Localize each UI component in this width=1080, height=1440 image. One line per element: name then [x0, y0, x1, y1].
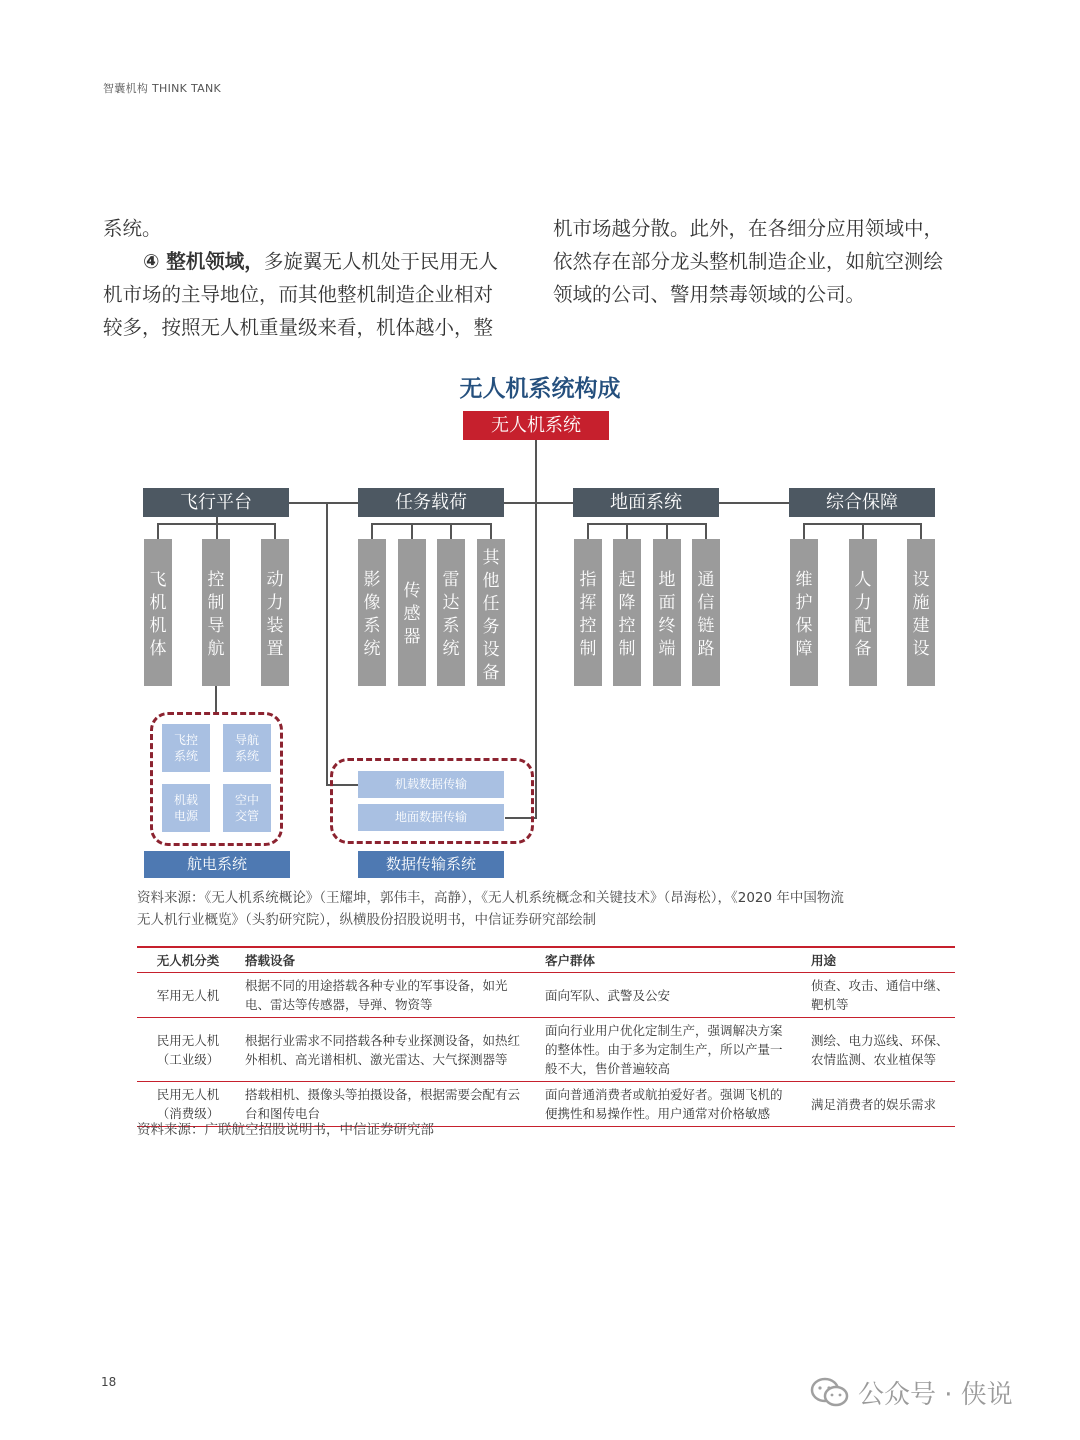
body-line: 领域的公司、警用禁毒领域的公司。 — [553, 283, 866, 306]
bracket-tick — [920, 523, 922, 539]
category-ground-system: 地面系统 — [573, 488, 719, 517]
table-cell — [239, 973, 539, 1018]
item-bar: 人 力 配 备 — [849, 539, 877, 686]
body-right-column — [553, 212, 983, 311]
ground-bracket — [587, 523, 707, 525]
body-line: 机市场越分散。此外，在各细分应用领域中， — [553, 217, 944, 240]
table-header: 无人机分类 — [137, 947, 239, 973]
category-flight-platform: 飞行平台 — [143, 488, 289, 517]
item-bar: 动 力 装 置 — [261, 539, 289, 686]
table-cell — [137, 973, 239, 1018]
para-marker: ④ 整机领域， — [143, 250, 264, 273]
item-bar: 飞 机 机 体 — [144, 539, 172, 686]
item-bar: 起 降 控 制 — [613, 539, 641, 686]
cell-line: 面向行业用户优化定制生产，强调解决方案 — [545, 1023, 783, 1038]
table-header: 用途 — [805, 947, 955, 973]
item-bar: 传 感 器 — [398, 539, 426, 686]
watermark — [810, 1374, 1013, 1411]
body-paragraph — [103, 245, 531, 278]
uav-classification-table — [137, 946, 955, 1127]
cell-line: 根据行业需求不同搭载各种专业探测设备，如热红 — [245, 1032, 521, 1048]
avionics-item: 空中 交管 — [223, 784, 271, 832]
cell-line: 的整体性。由于多为定制生产，所以产量一 — [545, 1042, 783, 1057]
cell-line: 面向普通消费者或航拍爱好者。强调飞机的 — [545, 1087, 783, 1102]
payload-bracket — [371, 523, 491, 525]
control-nav-line — [215, 686, 217, 712]
cell-line: 民用无人机 — [156, 1087, 220, 1102]
avionics-item: 机载 电源 — [162, 784, 210, 832]
table-cell — [805, 973, 955, 1018]
source-line: 资料来源：《无人机系统概论》（王耀坤，郭伟丰，高静），《无人机系统概念和关键技术》（昂海松），《2020 年中国物流 — [137, 890, 844, 906]
cell-line: 电、雷达等传感器，导弹、物资等 — [245, 997, 433, 1012]
table-header: 客户群体 — [539, 947, 805, 973]
item-bar: 设 施 建 设 — [907, 539, 935, 686]
cell-line: 侦查、攻击、通信中继、 — [811, 978, 949, 993]
diagram-title: 无人机系统构成 — [459, 376, 621, 402]
body-line: 机市场的主导地位，而其他整机制造企业相对 — [103, 283, 494, 306]
item-bar: 维 护 保 障 — [790, 539, 818, 686]
cell-line: 民用无人机 — [156, 1032, 220, 1048]
wechat-icon — [810, 1377, 850, 1409]
bracket-tick — [490, 523, 492, 539]
cell-line: 农情监测、农业植保等 — [811, 1051, 937, 1067]
table-header-row — [137, 947, 955, 973]
category-support: 综合保障 — [789, 488, 935, 517]
table-cell — [539, 973, 805, 1018]
avionics-item: 飞控 系统 — [162, 724, 210, 772]
bracket-tick — [626, 523, 628, 539]
datalink-label: 数据传输系统 — [358, 851, 504, 878]
bracket-tick — [705, 523, 707, 539]
table-row — [137, 973, 955, 1018]
table-source: 资料来源：广联航空招股说明书，中信证券研究部 — [137, 1122, 434, 1138]
cell-line: 测绘、电力巡线、环保、 — [811, 1032, 949, 1048]
bracket-tick — [157, 523, 159, 539]
cell-line: 便携性和易操作性。用户通常对价格敏感 — [545, 1106, 771, 1121]
table-cell — [805, 1018, 955, 1082]
bracket-tick — [862, 523, 864, 539]
item-bar: 雷 达 系 统 — [437, 539, 465, 686]
datalink-item: 地面数据传输 — [358, 804, 504, 831]
bracket-tick — [666, 523, 668, 539]
item-bar: 控 制 导 航 — [202, 539, 230, 686]
table-header: 搭载设备 — [239, 947, 539, 973]
cell-line: 根据不同的用途搭载各种专业的军事设备，如光 — [245, 978, 508, 993]
table-row — [137, 1018, 955, 1082]
body-line: 系统。 — [103, 217, 162, 240]
table-cell — [539, 1018, 805, 1082]
datalink-left-line — [326, 502, 328, 785]
bracket-tick — [803, 523, 805, 539]
cell-line: 外相机、高光谱相机、激光雷达、大气探测器等 — [245, 1051, 508, 1067]
table-cell — [805, 1082, 955, 1127]
source-line: 无人机行业概览》（头豹研究院），纵横股份招股说明书，中信证券研究部绘制 — [137, 912, 596, 928]
item-bar: 指 挥 控 制 — [574, 539, 602, 686]
body-line: 多旋翼无人机处于民用无人 — [263, 250, 498, 273]
cell-line: 靶机等 — [811, 997, 849, 1012]
table-cell — [539, 1082, 805, 1127]
page-number: 18 — [101, 1375, 117, 1389]
item-bar: 影 像 系 统 — [358, 539, 386, 686]
item-bar: 通 信 链 路 — [692, 539, 720, 686]
bracket-tick — [411, 523, 413, 539]
body-line: 较多，按照无人机重量级来看，机体越小，整 — [103, 316, 494, 339]
cell-line: （消费级） — [156, 1106, 220, 1121]
bracket-tick — [450, 523, 452, 539]
cell-line: 搭载相机、摄像头等拍摄设备，根据需要会配有云 — [245, 1087, 521, 1102]
cell-line: 面向军队、武警及公安 — [545, 987, 671, 1003]
datalink-item: 机载数据传输 — [358, 771, 504, 798]
root-trunk-line — [535, 440, 537, 817]
bracket-tick — [274, 523, 276, 539]
body-line: 依然存在部分龙头整机制造企业，如航空测绘 — [553, 250, 944, 273]
item-bar: 地 面 终 端 — [653, 539, 681, 686]
cell-line: 军用无人机 — [156, 987, 220, 1003]
table-cell — [239, 1018, 539, 1082]
cell-line: 满足消费者的娱乐需求 — [811, 1096, 937, 1112]
avionics-label: 航电系统 — [144, 851, 290, 878]
figure-source — [137, 887, 844, 931]
avionics-item: 导航 系统 — [223, 724, 271, 772]
watermark-text: 公众号 · 侠说 — [858, 1380, 1013, 1410]
bracket-tick — [216, 517, 218, 539]
header-brand: 智囊机构 THINK TANK — [103, 82, 222, 95]
category-payload: 任务载荷 — [358, 488, 504, 517]
cell-line: 般不大，售价普遍较高 — [545, 1061, 671, 1076]
bracket-tick — [587, 523, 589, 539]
body-left-column — [103, 212, 531, 344]
cell-line: 台和图传电台 — [245, 1106, 321, 1121]
table-cell — [137, 1018, 239, 1082]
bracket-tick — [371, 523, 373, 539]
root-node: 无人机系统 — [463, 411, 609, 440]
item-bar: 其 他 任 务 设 备 — [477, 539, 505, 686]
cell-line: （工业级） — [156, 1051, 220, 1067]
